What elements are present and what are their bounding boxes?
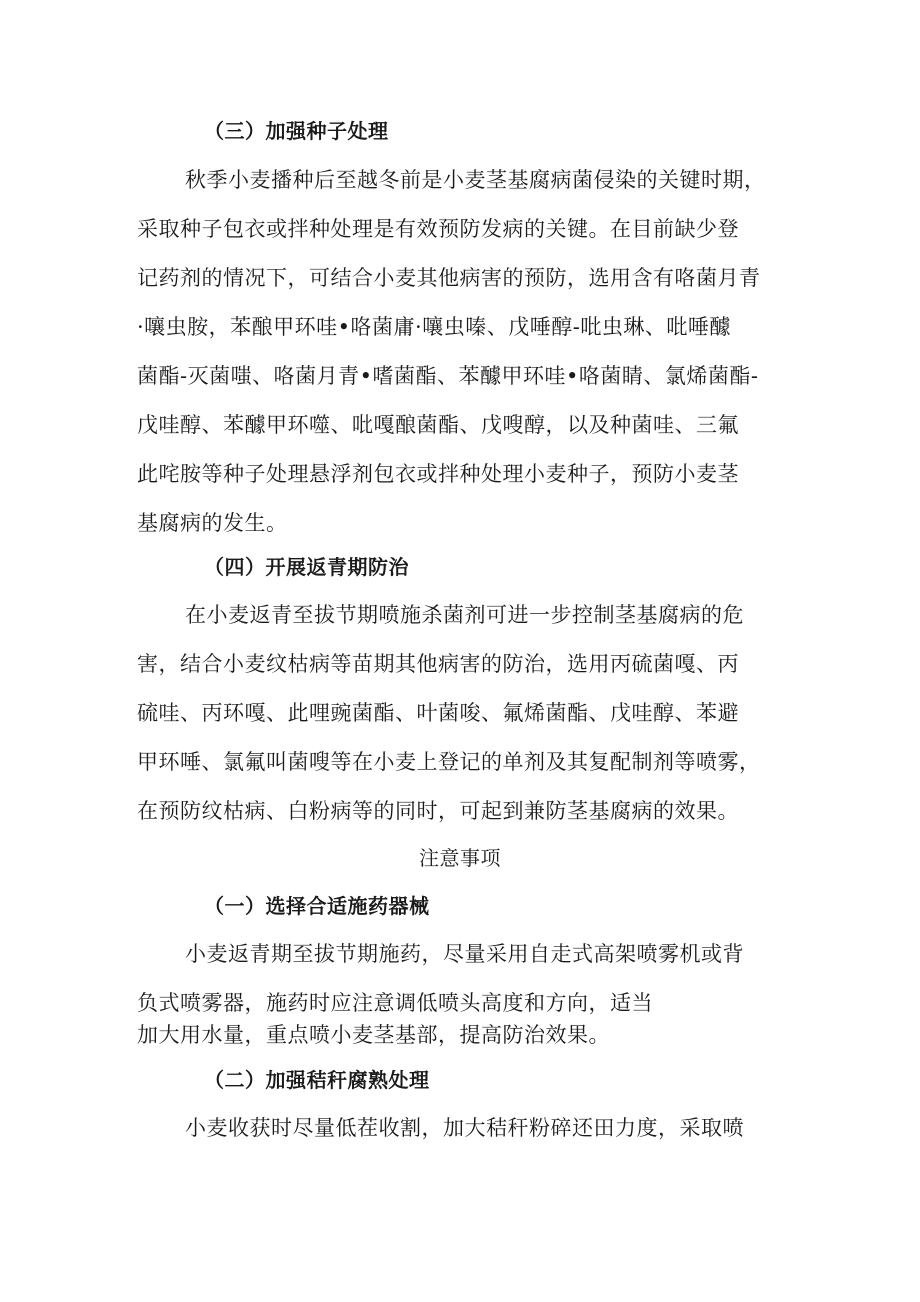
paragraph-line: 在小麦返青至拔节期喷施杀菌剂可进一步控制茎基腐病的危 xyxy=(185,603,744,627)
paragraph-line: 戊哇醇、苯醵甲环噬、吡嘎酿菌酯、戊嗖醇，以及种菌哇、三氟 xyxy=(137,413,739,437)
paragraph-line: 负式喷雾器，施药时应注意调低喷头高度和方向，适当 xyxy=(137,991,653,1015)
paragraph-line: 菌酯-灭菌嗤、咯菌月青•嗜菌酯、苯醵甲环哇•咯菌睛、氯烯菌酯- xyxy=(137,364,759,388)
paragraph-line: 在预防纹枯病、白粉病等的同时，可起到兼防茎基腐病的效果。 xyxy=(137,799,739,823)
paragraph-line: 此咤胺等种子处理悬浮剂包衣或拌种处理小麦种子，预防小麦茎 xyxy=(137,462,739,486)
paragraph-line: ·嚷虫胺，苯酿甲环哇•咯菌庸·嚷虫嗪、戊唾醇-吡虫琳、吡唾醵 xyxy=(137,315,731,339)
paragraph-line: 硫哇、丙环嘎、此哩豌菌酯、叶菌唆、氟烯菌酯、戊哇醇、苯避 xyxy=(137,701,739,725)
section-heading-sprayer-selection: （一）选择合适施药器械 xyxy=(204,894,430,918)
notes-title: 注意事项 xyxy=(419,846,501,870)
paragraph-line: 害，结合小麦纹枯病等苗期其他病害的防治，选用丙硫菌嘎、丙 xyxy=(137,652,739,676)
paragraph-line: 基腐病的发生。 xyxy=(137,511,288,535)
section-heading-seed-treatment: （三）加强种子处理 xyxy=(204,119,389,143)
paragraph-line: 加大用水量，重点喷小麦茎基部，提高防治效果。 xyxy=(137,1023,610,1047)
paragraph-line: 采取种子包衣或拌种处理是有效预防发病的关键。在目前缺少登 xyxy=(137,217,739,241)
paragraph-line: 秋季小麦播种后至越冬前是小麦茎基腐病菌侵染的关键时期， xyxy=(185,168,766,192)
paragraph-line: 小麦返青期至拔节期施药，尽量采用自走式高架喷雾机或背 xyxy=(185,942,744,966)
paragraph-line: 小麦收获时尽量低茬收割，加大秸秆粉碎还田力度，采取喷 xyxy=(185,1116,744,1140)
section-heading-straw-decomposition: （二）加强秸秆腐熟处理 xyxy=(204,1068,430,1092)
section-heading-regreening-control: （四）开展返青期防治 xyxy=(204,555,409,579)
paragraph-line: 甲环唾、氯氟叫菌嗖等在小麦上登记的单剂及其复配制剂等喷雾， xyxy=(137,750,761,774)
paragraph-line: 记药剂的情况下，可结合小麦其他病害的预防，选用含有咯菌月青 xyxy=(137,266,761,290)
